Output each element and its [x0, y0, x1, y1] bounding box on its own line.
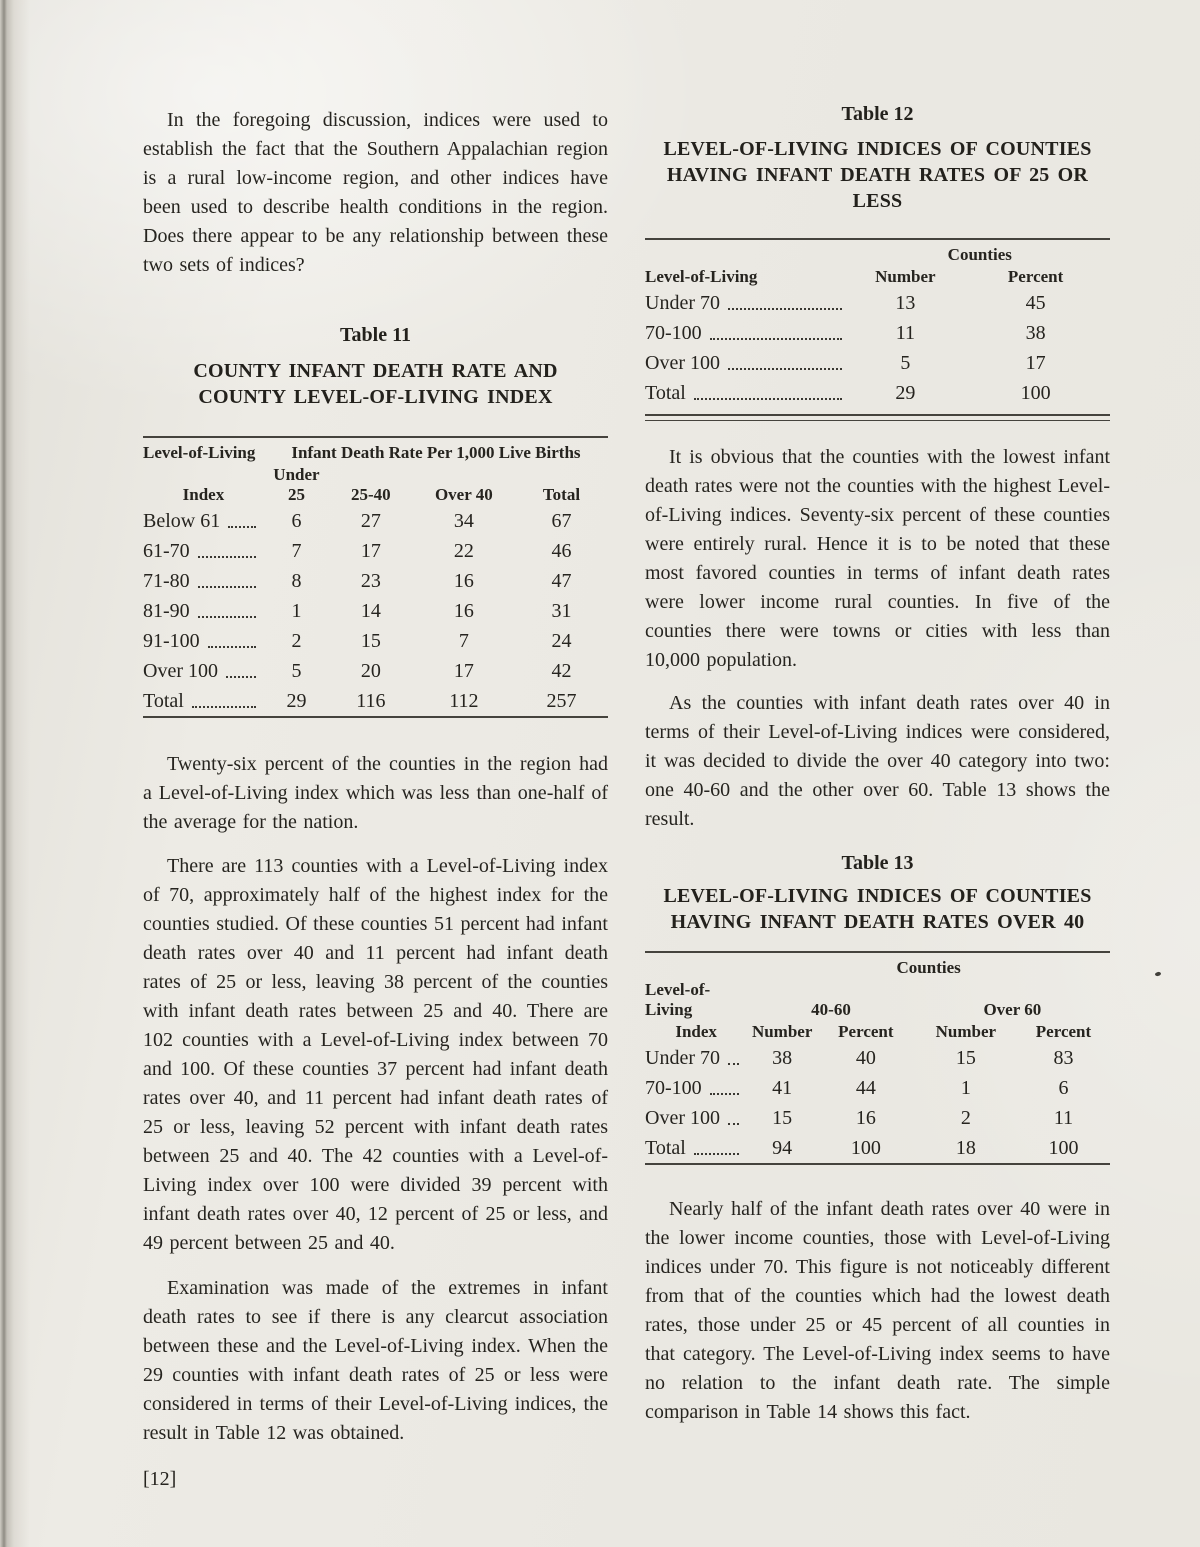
- empty-header-cell: [645, 239, 850, 266]
- table13-col-header: Percent: [838, 1022, 894, 1041]
- table13-col-header: Percent: [1035, 1022, 1092, 1041]
- cell-value: 17: [1025, 351, 1046, 374]
- row-label: Total: [645, 378, 850, 408]
- table12-label: Table 12: [841, 103, 914, 125]
- cell-value: 27: [360, 509, 381, 532]
- row-label: Under 70: [645, 288, 850, 318]
- table13-subgroup-header: 40-60: [811, 1000, 851, 1019]
- cell-value: 45: [1025, 291, 1046, 314]
- table13-col-group-label: Level-of-Living: [645, 980, 711, 1019]
- cell-value: 38: [1025, 321, 1046, 344]
- cell-value: 16: [855, 1106, 876, 1129]
- table-row-total: [645, 1133, 1110, 1164]
- table-row: [143, 596, 608, 626]
- table-row-total: [645, 378, 1110, 408]
- cell-value: 94: [772, 1136, 793, 1159]
- cell-value: 29: [286, 689, 307, 712]
- cell-value: 29: [895, 381, 916, 404]
- cell-value: 8: [291, 569, 302, 592]
- row-label: 70-100: [645, 318, 850, 348]
- table13-title: LEVEL-OF-LIVING INDICES OF COUNTIES HAVING INFANT DEATH RATES OVER 40: [663, 885, 1092, 933]
- cell-value: 15: [360, 629, 381, 652]
- cell-value: 11: [1053, 1106, 1074, 1129]
- cell-value: 46: [551, 539, 572, 562]
- cell-value: 5: [291, 659, 302, 682]
- empty-header-cell: [645, 952, 747, 979]
- row-label: Over 100: [645, 1103, 747, 1133]
- row-label: 81-90: [143, 596, 264, 626]
- table-row: [645, 318, 1110, 348]
- cell-value: 7: [458, 629, 469, 652]
- paragraph: It is obvious that the counties with the lowest infant death rates were not the counties with the highest Level-of-Living indices. Seventy-six percent of these counties were entirely rural. Hence it is to be noted that these most favored counties in terms of infant death rates were lower income rural counties. In five of the counties there were towns or cities with less than 10,000 population.: [645, 446, 1111, 671]
- cell-value: 18: [955, 1136, 976, 1159]
- table-row: [645, 348, 1110, 378]
- cell-value: 14: [360, 599, 381, 622]
- cell-value: 11: [895, 321, 916, 344]
- cell-value: 40: [855, 1046, 876, 1069]
- paragraph: As the counties with infant death rates over 40 in terms of their Level-of-Living indices were considered, it was decided to divide the over 40 category into two: one 40-60 and the other over 60. Table 13 shows the result.: [645, 692, 1110, 830]
- cell-value: 83: [1053, 1046, 1074, 1069]
- paragraph-intro: In the foregoing discussion, indices were used to establish the fact that the Southern Appalachian region is a rural low-income region, and other indices have been used to describe health conditions in the region. Does there appear to be any relationship between these two sets of indices?: [143, 109, 608, 276]
- row-label: Total: [645, 1133, 747, 1164]
- cell-value: 100: [850, 1136, 881, 1159]
- table-row: [645, 1073, 1110, 1103]
- table11-label: Table 11: [340, 324, 411, 346]
- row-label: Over 100: [143, 656, 264, 686]
- ink-speck: [1155, 971, 1162, 976]
- paragraph: There are 113 counties with a Level-of-Living index of 70, approximately half of the highest index for the counties studied. Of these counties 51 percent had infant death rates over 40 and 11 percent had infant death rates of 25 or less, leaving 38 percent of the counties with infant death rates between 25 and 40. There are 102 counties with a Level-of-Living index between 70 and 100. Of these counties 37 percent had infant death rates over 40, and 11 percent had infant death rates of 25 or less, leaving 52 percent with infant death rates between 25 and 40. The 42 counties with a Level-of-Living index over 100 were divided 39 percent with infant death rates over 40, 12 percent of 25 or less, and 49 percent between 25 and 40.: [143, 855, 608, 1254]
- cell-value: 1: [291, 599, 302, 622]
- table12-col-header: Number: [875, 267, 936, 286]
- table12-title: LEVEL-OF-LIVING INDICES OF COUNTIES HAVING INFANT DEATH RATES OF 25 OR LESS: [663, 138, 1092, 212]
- table11-col-group-label2: Index: [182, 485, 225, 504]
- right-column: [645, 0, 1110, 1427]
- table13-subgroup-header: Over 60: [983, 1000, 1042, 1019]
- cell-value: 22: [453, 539, 474, 562]
- cell-value: 257: [546, 689, 577, 712]
- cell-value: 100: [1020, 381, 1051, 404]
- dot-leader: [228, 526, 256, 528]
- table-row: [143, 626, 608, 656]
- row-label: 61-70: [143, 536, 264, 566]
- table13-col-group-label2: Index: [675, 1022, 717, 1041]
- table-row: [645, 288, 1110, 318]
- dot-leader: [198, 616, 256, 618]
- cell-value: 15: [955, 1046, 976, 1069]
- dot-leader: [198, 556, 256, 558]
- cell-value: 16: [453, 569, 474, 592]
- row-label: Total: [143, 686, 264, 717]
- cell-value: 67: [551, 509, 572, 532]
- table12-col-header: Percent: [1007, 267, 1064, 286]
- dot-leader: [226, 676, 256, 678]
- dot-leader: [728, 1063, 739, 1065]
- left-column: [143, 0, 608, 1491]
- paragraph: Twenty-six percent of the counties in the region had a Level-of-Living index which was less than one-half of the average for the nation.: [143, 753, 608, 833]
- cell-value: 116: [356, 689, 386, 712]
- dot-leader: [694, 1153, 739, 1155]
- dot-leader: [710, 338, 842, 340]
- page-number: [12]: [143, 1468, 177, 1490]
- cell-value: 2: [291, 629, 302, 652]
- cell-value: 100: [1048, 1136, 1079, 1159]
- cell-value: 44: [855, 1076, 876, 1099]
- cell-value: 1: [960, 1076, 971, 1099]
- cell-value: 2: [960, 1106, 971, 1129]
- cell-value: 6: [291, 509, 302, 532]
- dot-leader: [198, 586, 256, 588]
- cell-value: 42: [551, 659, 572, 682]
- table11-col-group-label: Level-of-Living: [143, 443, 256, 462]
- dot-leader: [728, 1123, 739, 1125]
- cell-value: 13: [895, 291, 916, 314]
- table-row-total: [143, 686, 608, 717]
- cell-value: 34: [453, 509, 474, 532]
- table13-label: Table 13: [841, 852, 914, 874]
- paragraph: Examination was made of the extremes in infant death rates to see if there is any clearcut association between these and the Level-of-Living index. When the 29 counties with infant death rates of 25 or less were considered in terms of their Level-of-Living indices, the result in Table 12 was obtained.: [143, 1277, 608, 1444]
- dot-leader: [694, 398, 842, 400]
- cell-value: 47: [551, 569, 572, 592]
- table12-col-group-label: Level-of-Living: [645, 267, 758, 286]
- table-row: [143, 656, 608, 686]
- cell-value: 15: [772, 1106, 793, 1129]
- table12: [645, 238, 1110, 408]
- table11-col-header: Over 40: [434, 485, 493, 504]
- book-binding-edge: [0, 0, 30, 1547]
- row-label: 71-80: [143, 566, 264, 596]
- cell-value: 38: [772, 1046, 793, 1069]
- table13: [645, 951, 1110, 1165]
- table-row: [143, 566, 608, 596]
- row-label: Under 70: [645, 1043, 747, 1073]
- cell-value: 112: [449, 689, 479, 712]
- row-label: Over 100: [645, 348, 850, 378]
- cell-value: 17: [360, 539, 381, 562]
- dot-leader: [192, 706, 256, 708]
- dot-leader: [710, 1093, 740, 1095]
- table-row: [143, 536, 608, 566]
- table-row: [645, 1103, 1110, 1133]
- table12-counties-header: Counties: [947, 245, 1012, 264]
- dot-leader: [728, 368, 842, 370]
- dot-leader: [728, 308, 842, 310]
- table-row: [645, 1043, 1110, 1073]
- table12-bottom-rule: [645, 414, 1110, 421]
- cell-value: 31: [551, 599, 572, 622]
- cell-value: 23: [360, 569, 381, 592]
- table11-col-header: Total: [542, 485, 581, 504]
- table13-col-header: Number: [935, 1022, 997, 1041]
- row-label: 70-100: [645, 1073, 747, 1103]
- cell-value: 20: [360, 659, 381, 682]
- row-label: 91-100: [143, 626, 264, 656]
- cell-value: 17: [453, 659, 474, 682]
- dot-leader: [208, 646, 256, 648]
- paragraph: Nearly half of the infant death rates over 40 were in the lower income counties, those with Level-of-Living indices under 70. This figure is not noticeably different from that of the counties which had the lowest death rates, those under 25 or 45 percent of all counties in that category. The Level-of-Living index seems to have no relation to the infant death rate. The simple comparison in Table 14 shows this fact.: [645, 1198, 1110, 1423]
- table13-col-header: Number: [751, 1022, 813, 1041]
- table11: [143, 436, 608, 718]
- cell-value: 16: [453, 599, 474, 622]
- table-row: [143, 506, 608, 536]
- cell-value: 41: [772, 1076, 793, 1099]
- cell-value: 6: [1058, 1076, 1069, 1099]
- cell-value: 5: [900, 351, 911, 374]
- table11-span-header: Infant Death Rate Per 1,000 Live Births: [291, 443, 581, 462]
- cell-value: 24: [551, 629, 572, 652]
- table11-title: COUNTY INFANT DEATH RATE AND COUNTY LEVEL-OF-LIVING INDEX: [193, 360, 558, 408]
- table11-col-header: Under 25: [273, 465, 320, 504]
- row-label: Below 61: [143, 506, 264, 536]
- table11-col-header: 25-40: [350, 485, 391, 504]
- cell-value: 7: [291, 539, 302, 562]
- table13-counties-header: Counties: [896, 958, 961, 977]
